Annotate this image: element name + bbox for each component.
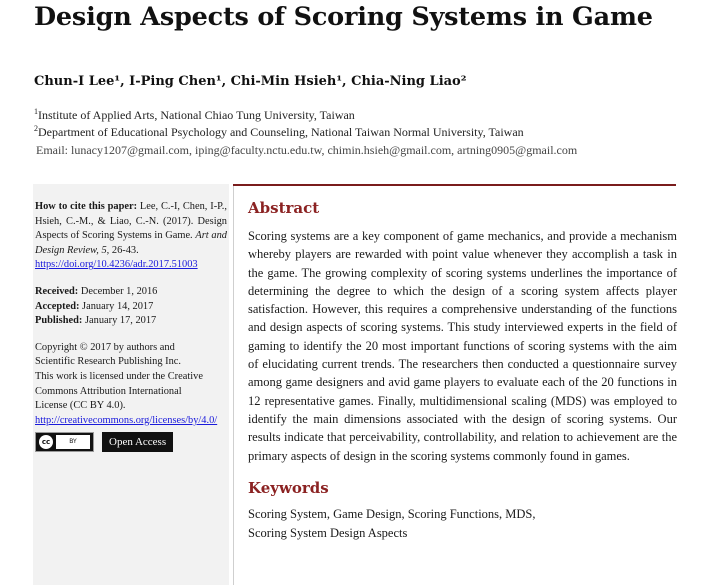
cite-journal: Art and Design Review, 5, xyxy=(35,230,227,256)
keywords-heading: Keywords xyxy=(248,478,329,497)
license-link[interactable]: http://creativecommons.org/licenses/by/4.0/ xyxy=(35,414,218,426)
published-row xyxy=(35,314,227,329)
keywords-line: Scoring System, Game Design, Scoring Functions, MDS, xyxy=(248,506,536,521)
abstract-heading: Abstract xyxy=(248,199,320,217)
affiliation-marker: 2 xyxy=(34,124,38,133)
copyright-line: This work is licensed under the Creative xyxy=(35,370,203,382)
copyright-line: Copyright © 2017 by authors and xyxy=(35,341,175,353)
keywords-line: Scoring System Design Aspects xyxy=(248,525,408,540)
attribution-icon: BY xyxy=(56,435,90,449)
copyright-block xyxy=(35,341,227,429)
received-date: December 1, 2016 xyxy=(80,285,158,297)
cite-label: How to cite this paper: xyxy=(35,201,138,212)
received-row xyxy=(35,285,227,300)
affiliation-1 xyxy=(34,107,355,123)
abstract-text: Scoring systems are a key component of game mechanics, and provide a mechanism whereby players are rewarded with point value whenever they accomplish a task in the game. The growing complexity of scoring systems underlines the importance of determining the degree to which the design of a scoring system affects player satisfaction. However, this requires a comprehensive understanding of the functions and design aspects of scoring systems. This study interviewed experts in the field of gaming to identify the 20 most important functions of scoring systems with the aim of elucidating current trends. The researchers then conducted a questionnaire survey among game designers and avid game players to evaluate each of the 20 functions in 12 representative games. Finally, multidimensional scaling (MDS) was employed to identify the main dimensions associated with the design of scoring systems. Our results indicate that perceivability, controllability, and relation to achievement are the primary aspects of design in the scoring systems commonly found in games. xyxy=(248,229,677,463)
accepted-label: Accepted: xyxy=(35,300,80,312)
author-list: Chun-I Lee¹, I-Ping Chen¹, Chi-Min Hsieh¹, Chia-Ning Liao² xyxy=(34,74,467,89)
accepted-row xyxy=(35,300,227,315)
creative-commons-icon: cc xyxy=(39,435,53,449)
citation-block xyxy=(35,200,227,273)
copyright-line: Commons Attribution International xyxy=(35,385,182,397)
copyright-line: License (CC BY 4.0). xyxy=(35,400,126,412)
doi-link[interactable]: https://doi.org/10.4236/adr.2017.51003 xyxy=(35,259,198,271)
cite-text: Lee, C.-I, Chen, I-P., Hsieh, C.-M., & Liao, C.-N. (2017). Design Aspects of Scoring Systems in Game. xyxy=(35,201,227,242)
badge-row xyxy=(35,432,227,452)
email-line: Email: lunacy1207@gmail.com, iping@faculty.nctu.edu.tw, chimin.hsieh@gmail.com, artning0905@gmail.com xyxy=(36,143,578,157)
paper-title: Design Aspects of Scoring Systems in Game xyxy=(34,2,653,32)
dates-block xyxy=(35,285,227,329)
affiliation-text: Institute of Applied Arts, National Chiao Tung University, Taiwan xyxy=(38,108,355,122)
affiliation-text: Department of Educational Psychology and Counseling, National Taiwan Normal University, Taiwan xyxy=(38,125,524,139)
copyright-line: Scientific Research Publishing Inc. xyxy=(35,356,182,368)
cc-by-badge[interactable] xyxy=(35,432,94,452)
affiliation-marker: 1 xyxy=(34,107,38,116)
affiliation-2 xyxy=(34,124,524,140)
column-divider xyxy=(233,186,234,585)
cite-pages: 26-43. xyxy=(111,244,139,256)
published-date: January 17, 2017 xyxy=(84,315,157,327)
sidebar xyxy=(33,184,229,585)
header-rule xyxy=(233,184,676,186)
main-column xyxy=(248,199,677,543)
open-access-badge: Open Access xyxy=(102,432,173,452)
published-label: Published: xyxy=(35,315,83,327)
accepted-date: January 14, 2017 xyxy=(82,300,154,312)
received-label: Received: xyxy=(35,285,79,297)
keywords-list xyxy=(248,505,677,543)
